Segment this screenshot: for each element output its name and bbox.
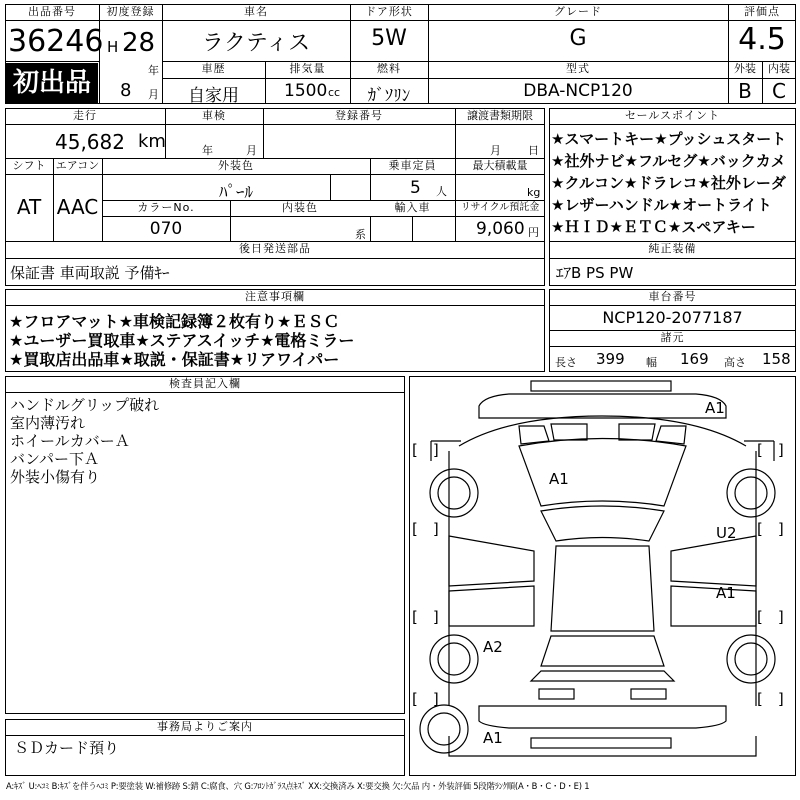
- ext-color-header: 外装色: [218, 159, 254, 172]
- damage-mark-right-front-door: U2: [716, 524, 737, 542]
- mileage-unit: km: [138, 131, 166, 152]
- score-header: 評価点: [744, 5, 780, 18]
- door-header: ドア形状: [365, 5, 413, 18]
- later-items-value: 保証書 車両取説 予備ｷｰ: [10, 264, 170, 282]
- first-listing-badge: 初出品: [6, 63, 98, 103]
- grade-value: G: [569, 26, 587, 51]
- bracket-right-lower: [ ]: [757, 608, 784, 626]
- model-code-value: DBA-NCP120: [523, 81, 633, 101]
- width-value: 169: [680, 350, 709, 368]
- color-no-value: 070: [149, 219, 183, 239]
- car-diagram: [409, 376, 796, 776]
- width-label: 幅: [646, 356, 657, 369]
- chassis-number: NCP120-2077187: [602, 308, 743, 327]
- bracket-left-bottom: [ ]: [412, 690, 439, 708]
- fuel-header: 燃料: [377, 62, 401, 75]
- caution-line-3: ★買取店出品車★取説・保証書★リアワイパー: [9, 350, 340, 369]
- interior-grade: C: [772, 79, 786, 103]
- reg-no-header: 登録番号: [335, 109, 383, 122]
- later-items-header: 後日発送部品: [239, 242, 311, 255]
- legend-text: A:ｷｽﾞ U:ﾍｺﾐ B:ｷｽﾞを伴うﾍｺﾐ P:要塗装 W:補修跡 S:錆 C:腐食、穴 G:ﾌﾛﾝﾄｶﾞﾗｽ点ｷｽﾞ XX:交換済み X:要交換 欠:欠品 内・外装評価 5段階ﾗﾝｸ順(A・B・C・D・E) 1: [6, 781, 590, 791]
- deadline-month-unit: 月: [490, 144, 501, 157]
- lot-no-header: 出品番号: [28, 5, 76, 18]
- equipment-value: ｴｱB PS PW: [556, 264, 634, 282]
- capacity-unit: 人: [436, 185, 447, 198]
- inspection-year-unit: 年: [202, 144, 213, 157]
- load-unit: kg: [527, 186, 541, 199]
- shift-header: シフト: [12, 159, 46, 172]
- mileage-header: 走行: [73, 109, 97, 122]
- office-header: 事務局よりご案内: [157, 720, 253, 733]
- caution-line-1: ★フロアマット★車検記録簿２枚有り★ＥＳＣ: [9, 312, 340, 331]
- fuel-value: ｶﾞｿﾘﾝ: [367, 86, 411, 106]
- first-reg-header: 初度登録: [106, 5, 155, 18]
- sales-point-1: ★スマートキー★プッシュスタート: [551, 130, 787, 148]
- length-value: 399: [596, 350, 625, 368]
- damage-mark-front-right: A1: [705, 399, 725, 417]
- aircon-header: エアコン: [55, 159, 100, 172]
- car-name-header: 車名: [244, 5, 268, 18]
- exterior-header: 外装: [734, 62, 756, 75]
- sales-point-5: ★ＨＩＤ★ＥＴＣ★スペアキー: [551, 218, 756, 236]
- displacement-unit: cc: [328, 86, 341, 99]
- inspector-header: 検査員記入欄: [169, 377, 241, 390]
- damage-mark-right-rear-door: A1: [716, 584, 736, 602]
- reg-month: 8: [120, 80, 132, 101]
- import-header: 輸入車: [394, 201, 431, 214]
- height-value: 158: [762, 350, 791, 368]
- month-unit: 月: [148, 88, 159, 101]
- inspection-header: 車検: [202, 109, 226, 122]
- sales-point-3: ★クルコン★ドラレコ★社外レーダ: [551, 174, 786, 192]
- lot-number: 36246: [8, 24, 104, 59]
- grade-header: グレード: [554, 5, 602, 18]
- history-header: 車歴: [201, 62, 226, 75]
- car-name: ラクティス: [201, 31, 311, 56]
- recycle-header: リサイクル預託金: [460, 202, 540, 213]
- bracket-left-top: [ ]: [412, 441, 439, 459]
- recycle-unit: 円: [528, 226, 539, 239]
- shift-value: AT: [16, 195, 42, 219]
- office-note: ＳＤカード預り: [14, 739, 120, 757]
- score-value: 4.5: [738, 22, 786, 57]
- cautions-header: 注意事項欄: [245, 290, 305, 303]
- model-code-header: 型式: [566, 62, 590, 75]
- equipment-header: 純正装備: [648, 242, 697, 255]
- inspector-note-3: ホイールカバーＡ: [10, 432, 130, 450]
- history-value: 自家用: [188, 86, 239, 106]
- year-unit: 年: [148, 64, 159, 77]
- height-label: 高さ: [724, 356, 746, 369]
- inspection-month-unit: 月: [246, 144, 257, 157]
- sales-point-4: ★レザーハンドル★オートライト: [551, 196, 772, 214]
- transfer-deadline-header: 譲渡書類期限: [467, 109, 533, 122]
- reg-year: 28: [122, 28, 156, 58]
- displacement-value: 1500: [284, 81, 328, 101]
- door-type: 5W: [371, 26, 407, 51]
- length-label: 長さ: [555, 356, 577, 369]
- sales-points-header: セールスポイント: [624, 109, 720, 122]
- damage-mark-bonnet: A1: [549, 470, 569, 488]
- caution-line-2: ★ユーザー買取車★ステアスイッチ★電格ミラー: [9, 331, 355, 350]
- inspector-note-2: 室内薄汚れ: [10, 414, 86, 432]
- inspector-note-1: ハンドルグリップ破れ: [10, 396, 160, 414]
- bracket-left-mid: [ ]: [412, 520, 439, 538]
- bracket-right-mid: [ ]: [757, 520, 784, 538]
- dims-header: 諸元: [660, 331, 685, 344]
- ext-color-value: ﾊﾟｰﾙ: [219, 183, 253, 203]
- damage-mark-rear-bumper: A1: [483, 729, 503, 747]
- color-no-header: カラーNo.: [137, 201, 195, 214]
- interior-header: 内装: [768, 62, 790, 75]
- recycle-value: 9,060: [476, 219, 525, 239]
- mileage-value: 45,682: [55, 130, 125, 154]
- int-color-header: 内装色: [282, 201, 318, 214]
- era-label: H: [107, 38, 119, 56]
- damage-mark-left-rear: A2: [483, 638, 503, 656]
- inspector-note-5: 外装小傷有り: [10, 468, 101, 486]
- sales-point-2: ★社外ナビ★フルセグ★バックカメ: [551, 152, 786, 170]
- int-color-unit: 系: [355, 228, 366, 241]
- inspector-note-4: バンパー下Ａ: [10, 450, 99, 468]
- exterior-grade: B: [738, 79, 752, 103]
- bracket-left-lower: [ ]: [412, 608, 439, 626]
- chassis-header: 車台番号: [648, 290, 697, 303]
- capacity-header: 乗車定員: [388, 159, 437, 172]
- bracket-right-bottom: [ ]: [757, 690, 784, 708]
- bracket-right-top: [ ]: [757, 441, 784, 459]
- displacement-header: 排気量: [289, 62, 326, 75]
- aircon-value: AAC: [56, 195, 99, 219]
- deadline-day-unit: 日: [528, 144, 539, 157]
- capacity-value: 5: [410, 178, 421, 198]
- max-load-header: 最大積載量: [472, 159, 528, 172]
